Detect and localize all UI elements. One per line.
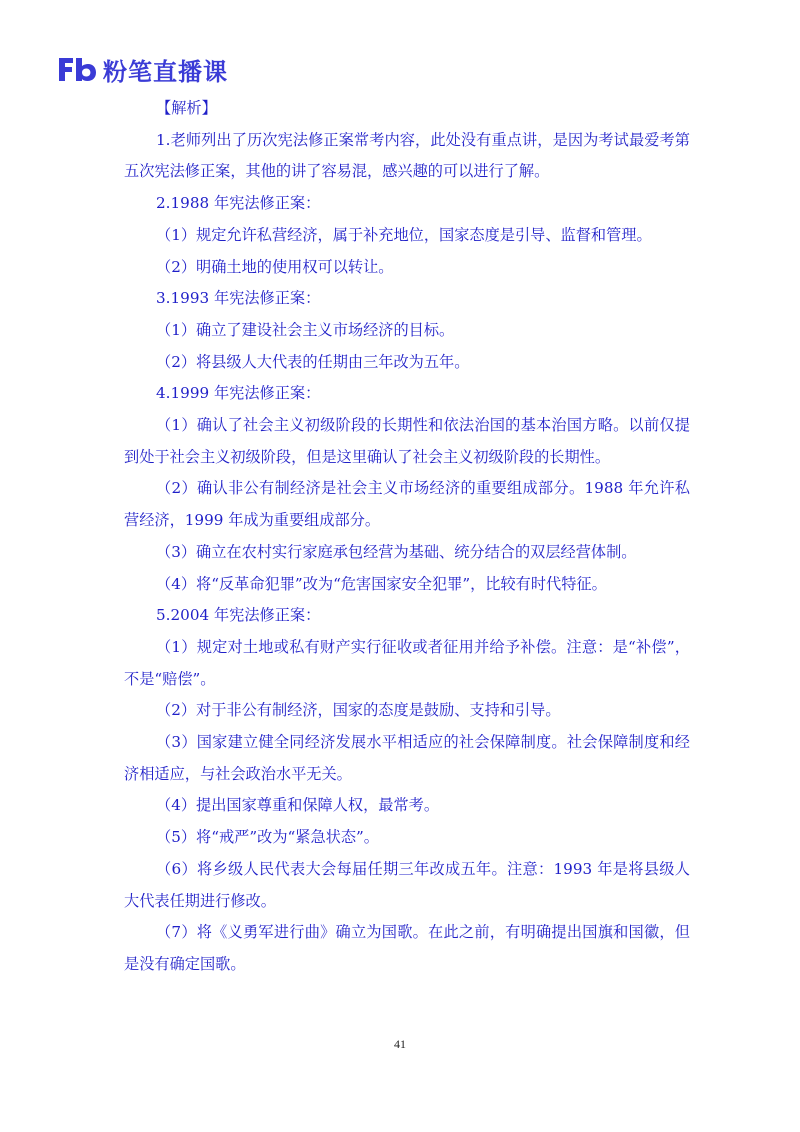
fb-logo-icon	[57, 54, 97, 84]
paragraph: 5.2004 年宪法修正案：	[156, 606, 321, 625]
analysis-body	[124, 93, 690, 981]
paragraph: 1.老师列出了历次宪法修正案常考内容，此处没有重点讲，是因为考试最爱考第五次宪法修正案，其他的讲了容易混，感兴趣的可以进行了解。	[124, 130, 690, 181]
paragraph: （1）规定对土地或私有财产实行征收或者征用并给予补偿。注意：是“补偿”，不是“赔偿”。	[124, 637, 690, 688]
paragraph: 3.1993 年宪法修正案：	[156, 289, 321, 308]
paragraph: （2）确认非公有制经济是社会主义市场经济的重要组成部分。1988 年允许私营经济，1999 年成为重要组成部分。	[124, 479, 690, 530]
paragraph: （3）确立在农村实行家庭承包经营为基础、统分结合的双层经营体制。	[156, 542, 637, 561]
paragraph: （2）明确土地的使用权可以转让。	[156, 257, 394, 276]
paragraph: （1）规定允许私营经济，属于补充地位，国家态度是引导、监督和管理。	[156, 225, 652, 244]
paragraph: 4.1999 年宪法修正案：	[156, 384, 321, 403]
paragraph: （1）确认了社会主义初级阶段的长期性和依法治国的基本治国方略。以前仅提到处于社会主义初级阶段，但是这里确认了社会主义初级阶段的长期性。	[124, 416, 690, 466]
paragraph: 2.1988 年宪法修正案：	[156, 194, 321, 213]
paragraph: （7）将《义勇军进行曲》确立为国歌。在此之前，有明确提出国旗和国徽，但是没有确定国歌。	[124, 923, 690, 973]
brand-logo	[57, 53, 228, 85]
page-number: 41	[394, 1037, 406, 1051]
paragraph: （2）将县级人大代表的任期由三年改为五年。	[156, 352, 470, 371]
paragraph: （1）确立了建设社会主义市场经济的目标。	[156, 320, 455, 339]
paragraph: 【解析】	[156, 99, 217, 117]
brand-name: 粉笔直播课	[103, 57, 228, 86]
paragraph: （4）将“反革命犯罪”改为“危害国家安全犯罪”，比较有时代特征。	[156, 574, 607, 593]
paragraph: （5）将“戒严”改为“紧急状态”。	[156, 828, 379, 847]
paragraph: （2）对于非公有制经济，国家的态度是鼓励、支持和引导。	[156, 701, 561, 720]
paragraph: （3）国家建立健全同经济发展水平相适应的社会保障制度。社会保障制度和经济相适应，与社会政治水平无关。	[124, 733, 690, 783]
paragraph: （6）将乡级人民代表大会每届任期三年改成五年。注意：1993 年是将县级人大代表任期进行修改。	[124, 859, 690, 910]
paragraph: （4）提出国家尊重和保障人权，最常考。	[156, 796, 440, 815]
